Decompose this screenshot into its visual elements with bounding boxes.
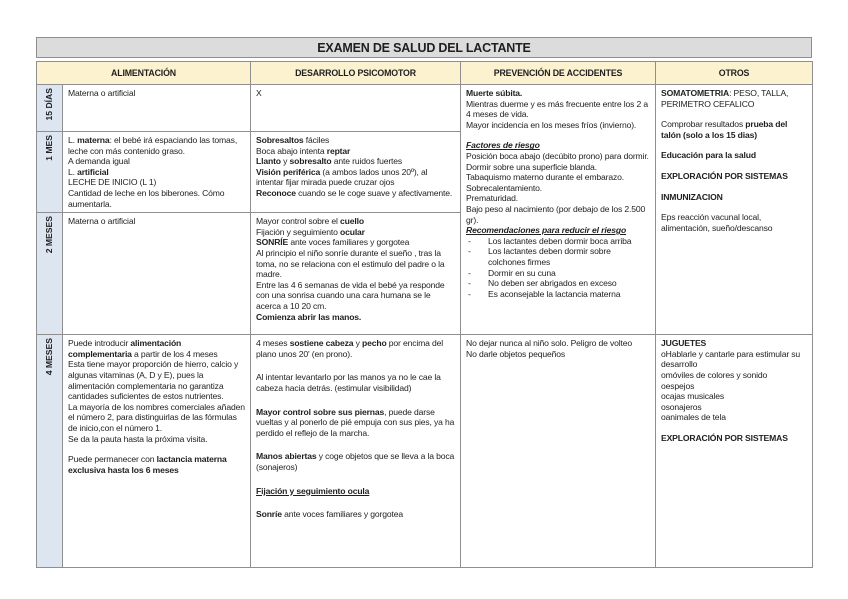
row-15-dias [37,85,813,132]
col-header-alimentacion: ALIMENTACIÓN [37,62,251,85]
row-4-meses [37,335,813,568]
cell-1mes-psicomotor: Sobresaltos fáciles Boca abajo intenta reptar Llanto y sobresalto ante ruidos fuertes Visión periférica (a ambos lados unos 20º), al intentar fijar mirada puede cruzar ojos Reconoce cuando se le coge suave y afectivamente. [251,132,461,213]
cell-otros-0-3-meses: SOMATOMETRIA: PESO, TALLA, PERIMETRO CEFALICO Comprobar resultados prueba del talón (solo a los 15 dias) Educación para la salud EXPLORACIÓN POR SISTEMAS INMUNIZACION Eps reacción vacunal local, alimentación, sueño/descanso [656,85,813,335]
cell-4meses-prevencion: No dejar nunca al niño solo. Peligro de volteo No darle objetos pequeños [461,335,656,568]
cell-2meses-psicomotor: Mayor control sobre el cuello Fijación y seguimiento ocular SONRÍE ante voces familiares y gorgotea Al principio el niño sonríe durante el sueño , tras la toma, no se relaciona con el estimulo del padre o la madre. Entre las 4 6 semanas de vida el bebé ya responde con una sonrisa cuando una cara humana se le acerca a 10 20 cm. Comienza abrir las manos. [251,213,461,335]
row-label-4-meses-text: 4 MESES [44,338,55,376]
document-title: EXAMEN DE SALUD DEL LACTANTE [36,37,812,58]
column-header-row [37,62,813,85]
row-label-15-dias-text: 15 DÍAS [44,88,55,121]
row-label-2-meses-text: 2 MESES [44,216,55,254]
col-header-prevencion: PREVENCIÓN DE ACCIDENTES [461,62,656,85]
row-label-1-mes-text: 1 MES [44,135,55,161]
cell-4meses-psicomotor: 4 meses sostiene cabeza y pecho por encima del plano unos 20' (en prono). Al intentar levantarlo por las manos ya no le cae la cabeza hacia detrás. (estimular visibilidad) Mayor control sobre sus piernas, puede darse vueltas y al ponerlo de pié empuja con sus pies, ya ha perdido el reflejo de la marcha. Manos abiertas y coge objetos que se lleva a la boca (sonajeros) Fijación y seguimiento ocula Sonríe ante voces familiares y gorgotea [251,335,461,568]
cell-15dias-psicomotor: X [251,85,461,132]
cell-prevencion-0-3-meses: Muerte súbita. Mientras duerme y es más frecuente entre los 2 a 4 meses de vida. Mayor incidencia en los meses fríos (invierno). Factores de riesgo Posición boca abajo (decúbito prono) para dormir. Dormir sobre una superficie blanda. Tabaquismo materno durante el embarazo. Sobrecalentamiento. Prematuridad. Bajo peso al nacimiento (por debajo de los 2.500 gr). Recomendaciones para reducir el riesgo - Los lactantes deben dormir boca arriba - Los lactantes deben dormir sobre colchones firmes - Dormir en su cuna - No deben ser abrigados en exceso - Es aconsejable la lactancia materna [461,85,656,335]
cell-1mes-alimentacion: L. materna: el bebé irá espaciando las tomas, leche con más contenido graso. A demanda igual L. artificial LECHE DE INICIO (L 1) Cantidad de leche en los biberones. Cómo aumentarla. [63,132,251,213]
row-label-4-meses [37,335,63,568]
col-header-psicomotor: DESARROLLO PSICOMOTOR [251,62,461,85]
document-page [36,37,812,568]
cell-4meses-alimentacion: Puede introducir alimentación complementaria a partir de los 4 meses Esta tiene mayor proporción de hierro, calcio y algunas vitaminas (A, D y E), pues la alimentación complementaria no garantiza cantidades suficientes de estos nutrientes. La mayoría de los nombres comerciales añaden el número 2, para distinguirlas de las fórmulas de inicio,con el número 1. Se da la pauta hasta la próxima visita. Puede permanecer con lactancia materna exclusiva hasta los 6 meses [63,335,251,568]
row-label-15-dias [37,85,63,132]
cell-2meses-alimentacion: Materna o artificial [63,213,251,335]
row-label-1-mes [37,132,63,213]
col-header-otros: OTROS [656,62,813,85]
row-label-2-meses [37,213,63,335]
cell-15dias-alimentacion: Materna o artificial [63,85,251,132]
cell-4meses-otros: JUGUETES oHablarle y cantarle para estimular su desarrollo omóviles de colores y sonido oespejos ocajas musicales osonajeros oanimales de tela EXPLORACIÓN POR SISTEMAS [656,335,813,568]
health-exam-table [36,61,813,568]
